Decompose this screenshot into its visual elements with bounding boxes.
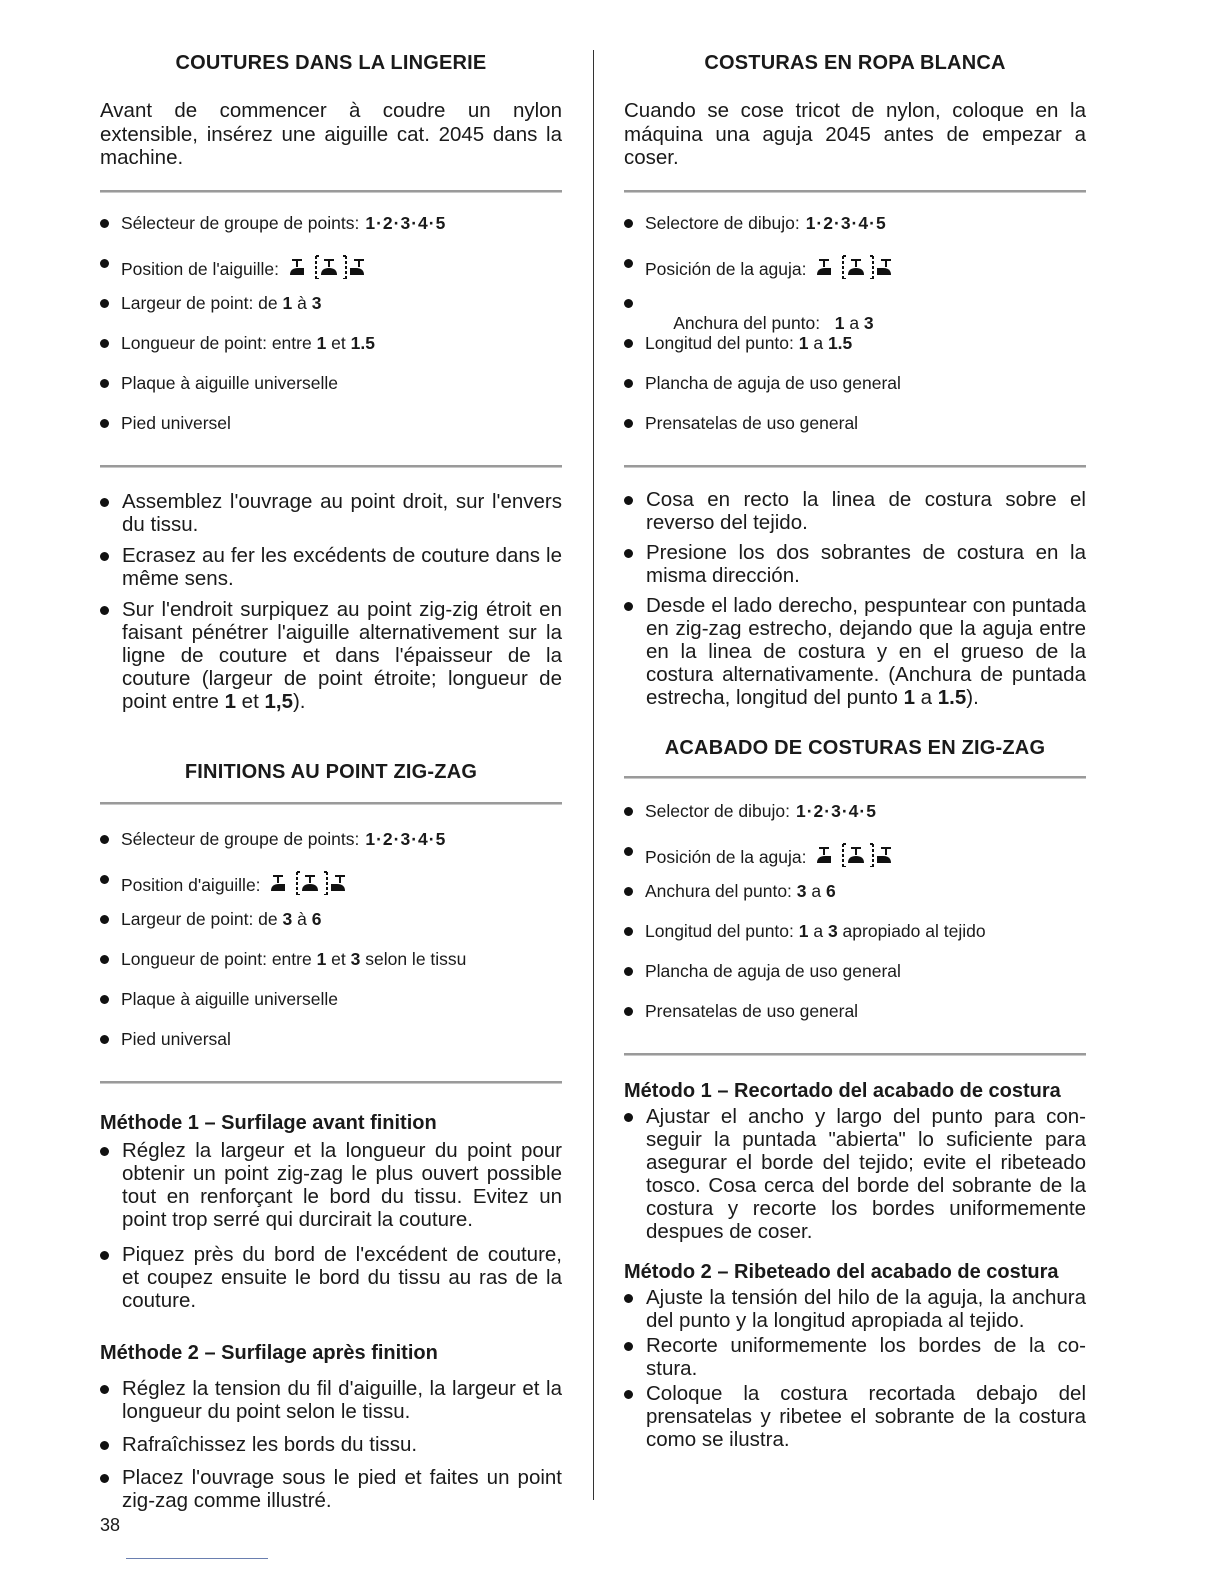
instruction-step: Réglez la tension du fil d'aiguille, la largeur et la longueur du point selon le tissu. [100,1377,562,1423]
setting-presser-foot: Pied universal [100,1029,562,1069]
instruction-step: Coloque la costura recortada debajo del prensatelas y ribetee el sobrante de la costura como se ilustra. [624,1382,1086,1451]
column-divider [593,50,594,1500]
setting-stitch-length: Longueur de point: entre 1 et 3 selon le tissu [100,949,562,989]
setting-needle-position: Position d'aiguille: [100,869,562,909]
setting-selector: Selector de dibujo: 1·2·3·4·5 [624,801,1086,841]
spanish-column [624,48,1086,1451]
setting-stitch-length: Longitud del punto: 1 a 3 apropiado al tejido [624,921,1086,961]
setting-selector: Sélecteur de groupe de points: 1·2·3·4·5 [100,829,562,869]
instruction-step: Recorte uniformemente los bordes de la costura. [624,1334,1086,1380]
instruction-list [100,1377,562,1512]
setting-needle-position: Posición de la aguja: [624,253,1086,293]
horizontal-rule [100,802,562,805]
settings-list [100,213,562,453]
setting-stitch-width: Largeur de point: de 1 à 3 [100,293,562,333]
setting-stitch-width: Anchura del punto: 3 a 6 [624,881,1086,921]
setting-stitch-length: Longueur de point: entre 1 et 1.5 [100,333,562,373]
horizontal-rule [624,190,1086,193]
instruction-step: Ajustar el ancho y largo del punto para conseguir la puntada "abierta" lo suficiente para asegurar el borde del tejido; evite el ribeteado tosco. Cosa cerca del borde del sobrante de la costura y recorte los bordes uniformemente despues de coser. [624,1105,1086,1243]
setting-stitch-width: Anchura del punto: 1 a 3 [624,293,1086,333]
horizontal-rule [100,465,562,468]
instruction-list [624,1105,1086,1243]
method-1-title: Méthode 1 – Surfilage avant finition [100,1111,437,1134]
horizontal-rule [100,190,562,193]
setting-stitch-width: Largeur de point: de 3 à 6 [100,909,562,949]
instruction-list [624,1286,1086,1451]
instruction-list [100,490,562,713]
settings-list [624,801,1086,1041]
horizontal-rule [624,465,1086,468]
setting-needle-plate: Plancha de aguja de uso general [624,961,1086,1001]
section-title-zigzag: FINITIONS AU POINT ZIG-ZAG [184,760,478,783]
instruction-list [100,1139,562,1312]
setting-needle-plate: Plancha de aguja de uso general [624,373,1086,413]
method-2-title: Méthode 2 – Surfilage après finition [100,1341,438,1364]
intro-paragraph: Cuando se cose tricot de nylon, coloque en la máquina una aguja 2045 antes de empezar a coser. [624,99,1086,169]
instruction-list [624,488,1086,709]
instruction-step: Réglez la largeur et la longueur du point pour obtenir un point zig-zag le plus ouvert possible tout en renforçant le bord du tissu. Evitez un point trop serré qui durcirait la couture. [100,1139,562,1231]
setting-stitch-length: Longitud del punto: 1 a 1.5 [624,333,1086,373]
setting-selector: Sélecteur de groupe de points: 1·2·3·4·5 [100,213,562,253]
intro-paragraph: Avant de commencer à coudre un nylon extensible, insérez une aiguille cat. 2045 dans la machine. [100,99,562,169]
section-title-ropa-blanca: COSTURAS EN ROPA BLANCA [704,52,1006,74]
method-1-title: Método 1 – Recortado del acabado de costura [624,1079,1061,1102]
instruction-step: Sur l'endroit surpiquez au point zig-zig étroit en faisant pénétrer l'aiguille alternativement sur la ligne de couture et dans l'épaisseur de la couture (largeur de point étroite; longueur de point entre 1 et 1,5). [100,598,562,713]
horizontal-rule [624,776,1086,779]
method-2-title: Método 2 – Ribeteado del acabado de costura [624,1260,1059,1283]
settings-list [624,213,1086,453]
setting-presser-foot: Prensatelas de uso general [624,1001,1086,1041]
settings-list [100,829,562,1069]
needle-position-icon [815,253,895,279]
instruction-step: Piquez près du bord de l'excédent de couture, et coupez ensuite le bord du tissu au ras de la couture. [100,1243,562,1312]
instruction-step: Rafraîchissez les bords du tissu. [100,1433,562,1456]
instruction-step: Ajuste la tensión del hilo de la aguja, la anchura del punto y la longitud apropiada al tejido. [624,1286,1086,1332]
needle-position-icon [815,841,895,867]
instruction-step: Ecrasez au fer les excédents de couture dans le même sens. [100,544,562,590]
instruction-step: Placez l'ouvrage sous le pied et faites un point zig-zag comme illustré. [100,1466,562,1512]
instruction-step: Desde el lado derecho, pespuntear con puntada en zig-zag estrecho, dejando que la aguja entre en la linea de costura y en el grueso de la costura alternativamente. (Anchura de puntada estrecha, longitud del punto 1 a 1.5). [624,594,1086,709]
setting-needle-plate: Plaque à aiguille universelle [100,989,562,1029]
instruction-step: Presione los dos sobrantes de costura en la misma dirección. [624,541,1086,587]
section-title-lingerie: COUTURES DANS LA LINGERIE [175,52,487,74]
setting-presser-foot: Prensatelas de uso general [624,413,1086,453]
setting-needle-plate: Plaque à aiguille universelle [100,373,562,413]
needle-position-icon [288,253,368,279]
footer-line [126,1558,268,1559]
horizontal-rule [100,1081,562,1084]
setting-presser-foot: Pied universel [100,413,562,453]
setting-needle-position: Posición de la aguja: [624,841,1086,881]
section-title-acabado: ACABADO DE COSTURAS EN ZIG-ZAG [664,736,1046,759]
page-number: 38 [100,1515,121,1535]
horizontal-rule [624,1053,1086,1056]
instruction-step: Assemblez l'ouvrage au point droit, sur l'envers du tissu. [100,490,562,536]
needle-position-icon [269,869,349,895]
setting-needle-position: Position de l'aiguille: [100,253,562,293]
french-column [100,48,562,1512]
instruction-step: Cosa en recto la linea de costura sobre el reverso del tejido. [624,488,1086,534]
setting-selector: Selectore de dibujo: 1·2·3·4·5 [624,213,1086,253]
